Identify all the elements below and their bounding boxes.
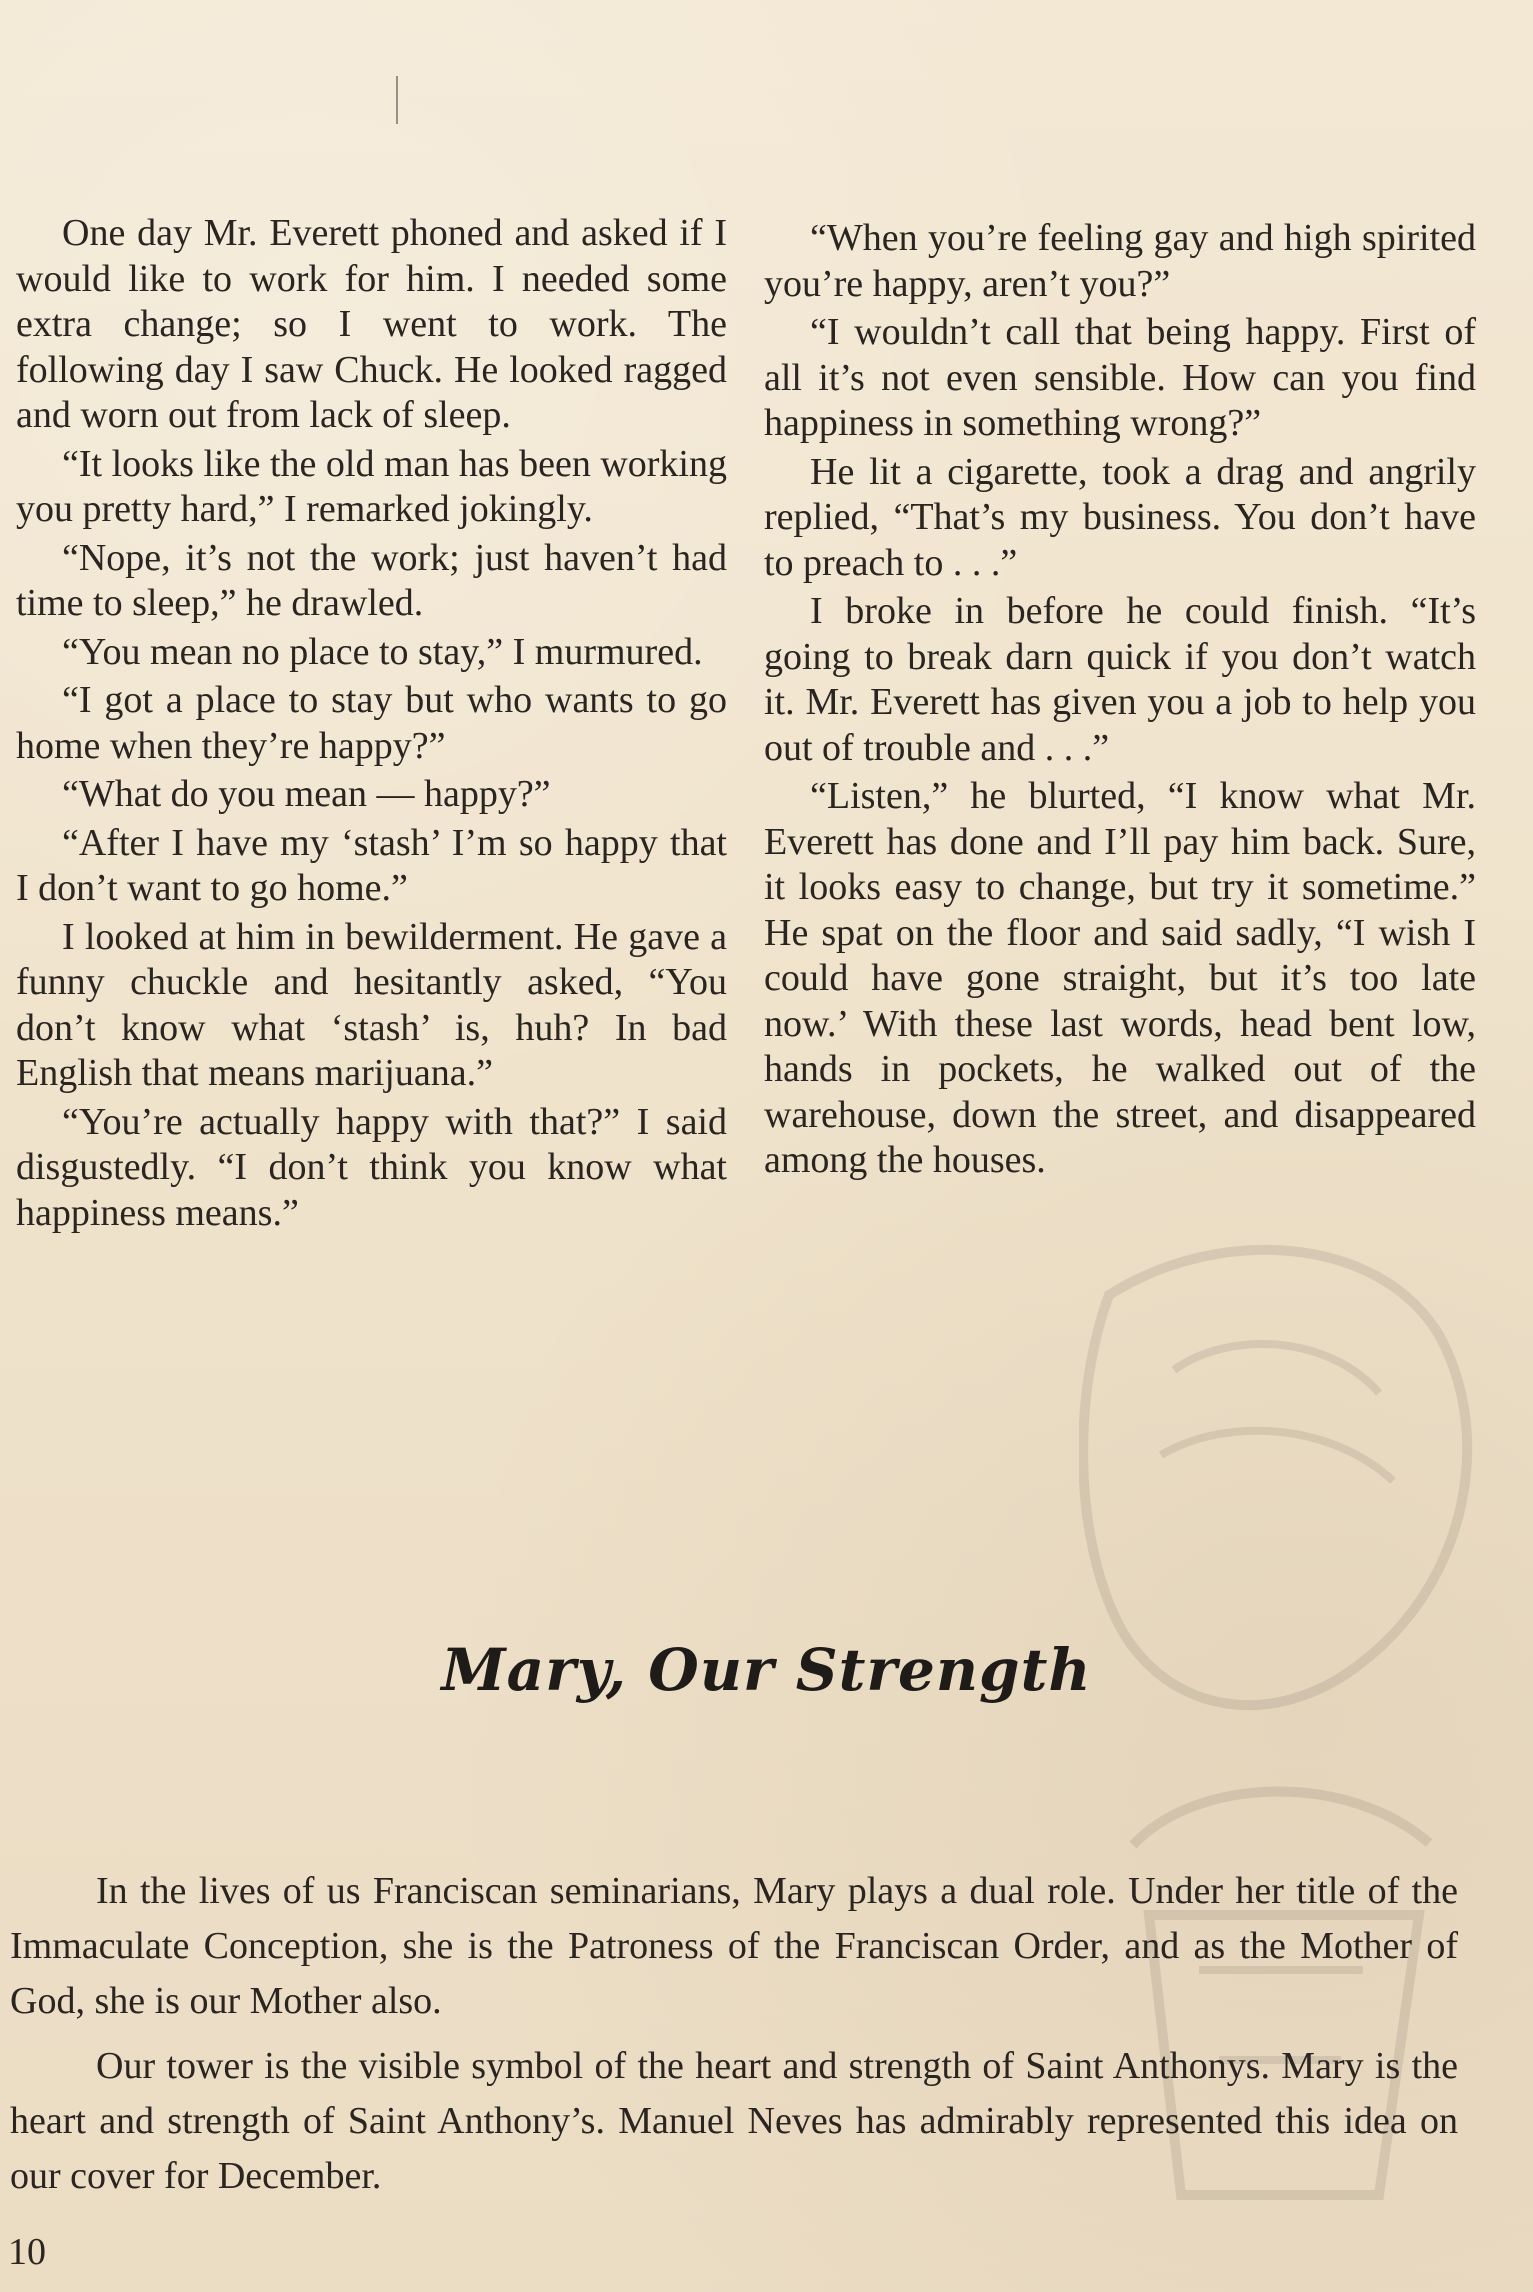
left-paragraph-8: I looked at him in bewilderment. He gave a funny chuckle and hesitantly asked, “You don’t know what ‘stash’ is, huh? In bad English that means marijuana.”: [16, 915, 727, 1094]
section-paragraph-1: In the lives of us Franciscan seminarians, Mary plays a dual role. Under her title of the Immaculate Conception, she is the Patroness of the Franciscan Order, and as the Mother of God, she is our Mother also.: [10, 1870, 1458, 2022]
left-paragraph-7: “After I have my ‘stash’ I’m so happy that I don’t want to go home.”: [16, 821, 727, 909]
section-title: Mary, Our Strength: [441, 1636, 1092, 1704]
section-paragraph-2: Our tower is the visible symbol of the heart and strength of Saint Anthonys. Mary is the heart and strength of Saint Anthony’s. Manuel Neves has admirably represented this idea on our cover for December.: [10, 2045, 1458, 2197]
left-paragraph-6: “What do you mean — happy?”: [62, 773, 551, 815]
right-paragraph-3: He lit a cigarette, took a drag and angrily replied, “That’s my business. You don’t have to preach to . . .”: [764, 450, 1476, 584]
right-paragraph-2: “I wouldn’t call that being happy. First of all it’s not even sensible. How can you find happiness in something wrong?”: [764, 311, 1476, 444]
left-paragraph-3: “Nope, it’s not the work; just haven’t had time to sleep,” he drawled.: [16, 536, 727, 624]
left-paragraph-5: “I got a place to stay but who wants to go home when they’re happy?”: [16, 679, 727, 767]
right-paragraph-4: I broke in before he could finish. “It’s going to break darn quick if you don’t watch it. Mr. Everett has given you a job to help you out of trouble and . . .”: [764, 590, 1476, 769]
page-number: 10: [8, 2231, 46, 2273]
left-paragraph-2: “It looks like the old man has been working you pretty hard,” I remarked jokingly.: [16, 442, 727, 530]
right-text-column: [764, 216, 1476, 1187]
left-paragraph-1: One day Mr. Everett phoned and asked if I would like to work for him. I needed some extra change; so I went to work. The following day I saw Chuck. He looked ragged and worn out from lack of sleep.: [16, 212, 727, 436]
section-text-block: [10, 1864, 1458, 2214]
left-paragraph-4: “You mean no place to stay,” I murmured.: [62, 630, 703, 673]
left-paragraph-9: “You’re actually happy with that?” I said disgustedly. “I don’t think you know what happiness means.”: [16, 1100, 727, 1234]
page-crease-mark: [396, 76, 398, 124]
right-paragraph-1: “When you’re feeling gay and high spirited you’re happy, aren’t you?”: [764, 217, 1476, 305]
right-paragraph-5: “Listen,” he blurted, “I know what Mr. Everett has done and I’ll pay him back. Sure, it looks easy to change, but try it sometime.” He spat on the floor and said sadly, “I wish I could have gone straight, but it’s too late now.’ With these last words, head bent low, hands in pockets, he walked out of the warehouse, down the street, and disappeared among the houses.: [764, 775, 1476, 1181]
left-text-column: [16, 211, 727, 1239]
